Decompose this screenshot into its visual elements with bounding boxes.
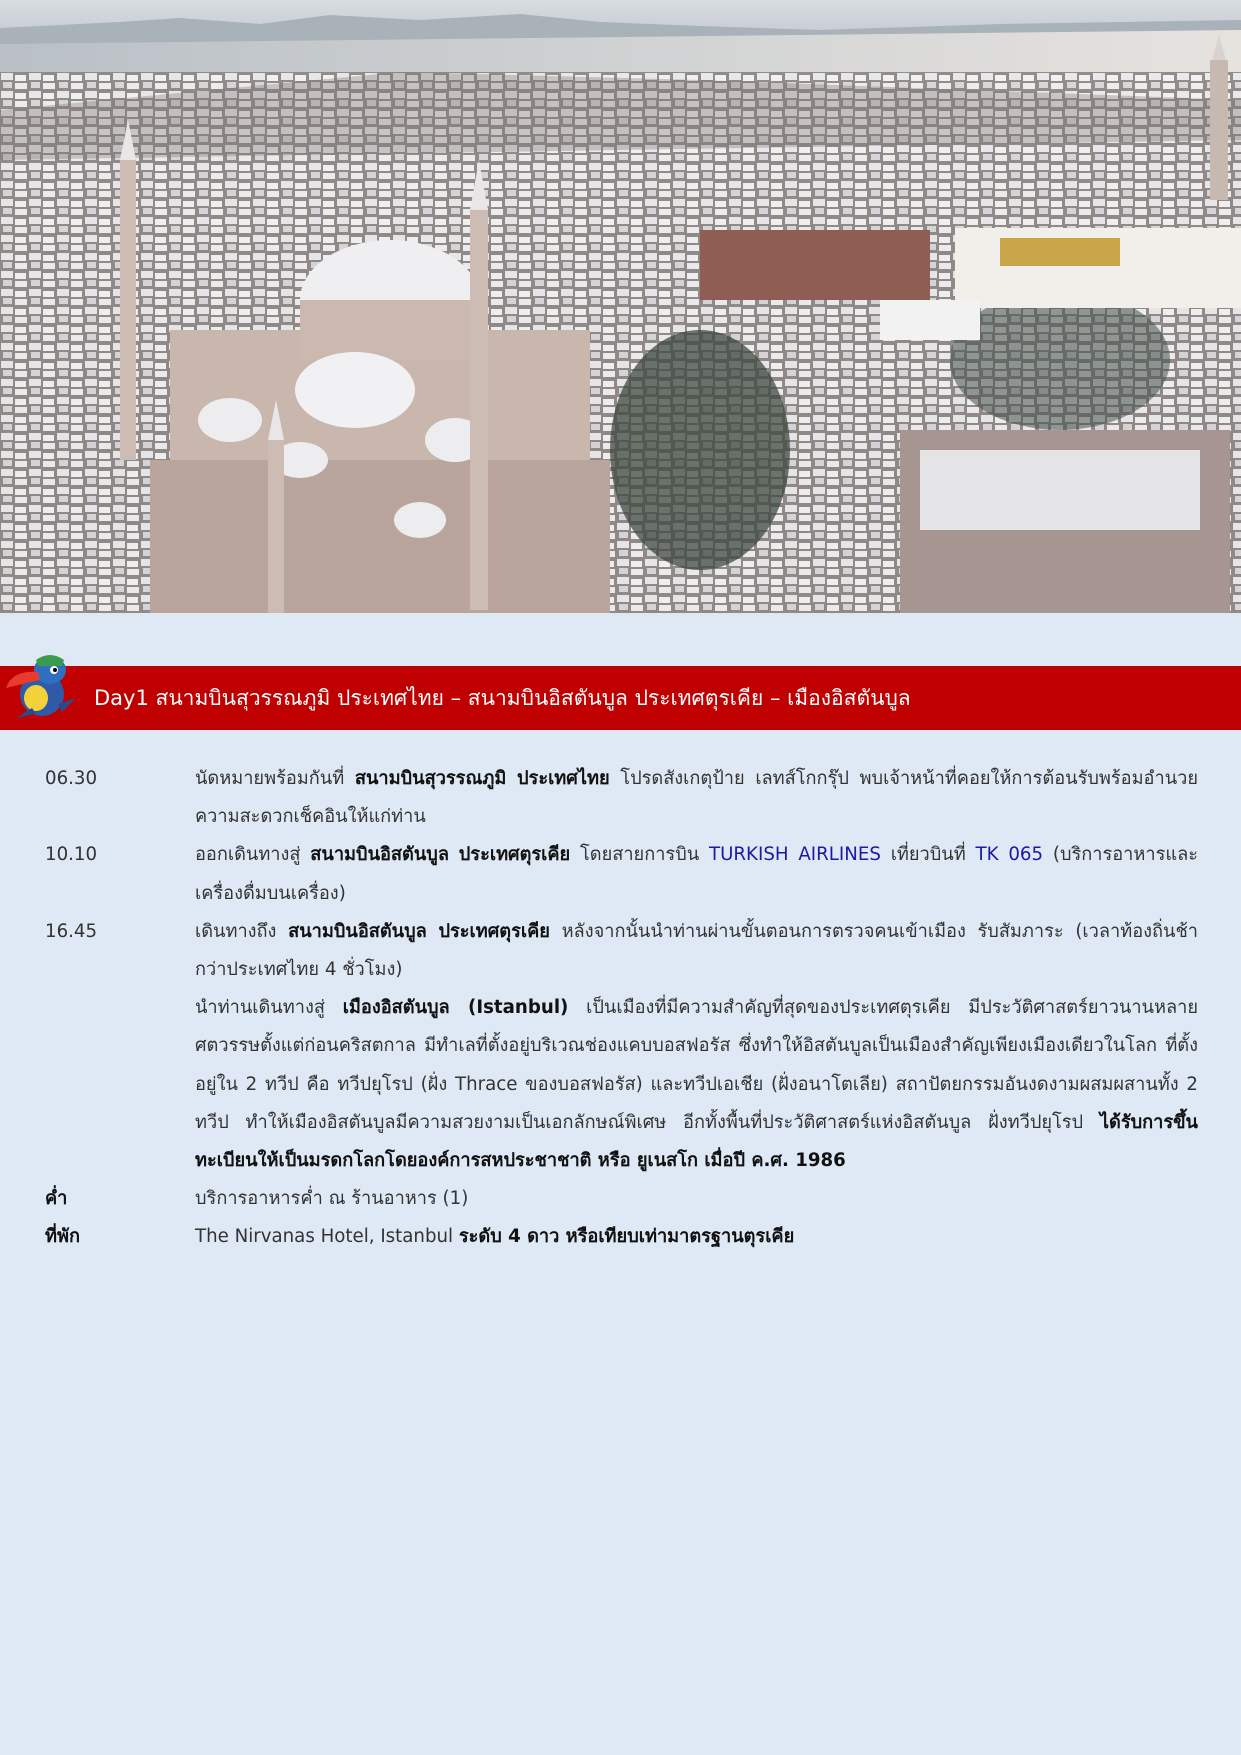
itinerary-row bbox=[45, 989, 1198, 1180]
description-text: (บริการอาหารและเครื่องดื่มบนเครื่อง) bbox=[195, 844, 1198, 904]
highlight-text: สนามบินอิสตันบูล bbox=[288, 920, 427, 942]
itinerary-time: ที่พัก bbox=[45, 1226, 80, 1248]
itinerary bbox=[45, 760, 1198, 1257]
itinerary-description bbox=[195, 760, 1198, 836]
city-skyline-illustration bbox=[0, 0, 1241, 613]
description-text: ได้รับการขึ้นทะเบียนให้เป็นมรดกโลกโดยองค์การสหประชาชาติ หรือ ยูเนสโก เมื่อปี ค.ศ. 1986 bbox=[195, 1111, 1198, 1172]
highlight-text: TURKISH AIRLINES bbox=[708, 844, 881, 866]
itinerary-description bbox=[195, 1218, 1198, 1256]
description-text: ระดับ 4 ดาว หรือเทียบเท่ามาตรฐานตุรเคีย bbox=[458, 1226, 795, 1248]
description-text bbox=[449, 844, 459, 865]
description-text: ประเทศตุรเคีย bbox=[438, 920, 550, 942]
description-text: เดินทางถึง bbox=[195, 920, 289, 942]
itinerary-time: 10.10 bbox=[45, 844, 98, 866]
description-text: โดยสายการบิน bbox=[570, 844, 709, 866]
description-text: The Nirvanas Hotel, Istanbul bbox=[195, 1226, 459, 1248]
itinerary-time: 06.30 bbox=[45, 768, 98, 789]
hero-photo bbox=[0, 0, 1241, 613]
highlight-text: สนามบินสุวรรณภูมิ bbox=[354, 768, 507, 789]
description-text: โปรดสังเกตุป้าย เลทส์โกกรุ๊ป พบเจ้าหน้าที่คอยให้การต้อนรับพร้อมอำนวยความสะดวกเช็คอินให้แก่ท่าน bbox=[195, 768, 1198, 828]
description-text: นัดหมายพร้อมกันที่ bbox=[195, 768, 355, 789]
toucan-mascot-icon bbox=[2, 648, 82, 722]
itinerary-time: 16.45 bbox=[45, 920, 98, 942]
description-text: ประเทศตุรเคีย bbox=[458, 844, 571, 866]
itinerary-time: ค่ำ bbox=[45, 1188, 68, 1210]
itinerary-description bbox=[195, 836, 1198, 912]
itinerary-row bbox=[45, 1218, 1198, 1256]
day-header-band bbox=[0, 666, 1241, 730]
description-text: เป็นเมืองที่มีความสำคัญที่สุดของประเทศตุรเคีย มีประวัติศาสตร์ยาวนานหลายศตวรรษตั้งแต่ก่อนคริสตกาล มีทำเลที่ตั้งอยู่บริเวณช่องแคบบอสฟอรัส ซึ่งทำให้อิสตันบูลเป็นเมืองสำคัญเพียงเมืองเดียวในโลก ที่ตั้งอยู่ใน 2 ทวีป คือ ทวีปยุโรป (ฝั่ง Thrace ของบอสฟอรัส) และทวีปเอเชีย (ฝั่งอนาโตเลีย) สถาปัตยกรรมอันงดงามผสมผสานทั้ง 2 ทวีป ทำให้เมืองอิสตันบูลมีความสวยงามเป็นเอกลักษณ์พิเศษ อีกทั้งพื้นที่ประวัติศาสตร์แห่งอิสตันบูล ฝั่งทวีปยุโรป bbox=[195, 997, 1198, 1133]
itinerary-description bbox=[195, 913, 1198, 989]
description-text: เที่ยวบินที่ bbox=[880, 844, 976, 866]
description-text bbox=[427, 921, 439, 942]
itinerary-description bbox=[195, 1180, 1198, 1218]
itinerary-row bbox=[45, 913, 1198, 989]
description-text: หลังจากนั้นนำท่านผ่านขั้นตอนการตรวจคนเข้าเมือง รับสัมภาระ (เวลาท้องถิ่นช้ากว่าประเทศไทย 4 ชั่วโมง) bbox=[195, 920, 1199, 981]
day-title: Day1 สนามบินสุวรรณภูมิ ประเทศไทย – สนามบินอิสตันบูล ประเทศตุรเคีย – เมืองอิสตันบูล bbox=[94, 686, 911, 710]
itinerary-row bbox=[45, 1180, 1198, 1218]
description-text: นำท่านเดินทางสู่ bbox=[195, 997, 343, 1019]
itinerary-row bbox=[45, 760, 1198, 836]
description-text bbox=[506, 768, 517, 789]
description-text: ประเทศไทย bbox=[517, 768, 610, 789]
itinerary-row bbox=[45, 836, 1198, 912]
highlight-text: สนามบินอิสตันบูล bbox=[310, 844, 449, 866]
description-text: ออกเดินทางสู่ bbox=[195, 844, 311, 866]
highlight-text: TK 065 bbox=[975, 844, 1044, 866]
description-text: บริการอาหารค่ำ ณ ร้านอาหาร (1) bbox=[195, 1188, 469, 1210]
itinerary-description bbox=[195, 989, 1198, 1180]
highlight-text: เมืองอิสตันบูล (Istanbul) bbox=[342, 997, 569, 1019]
